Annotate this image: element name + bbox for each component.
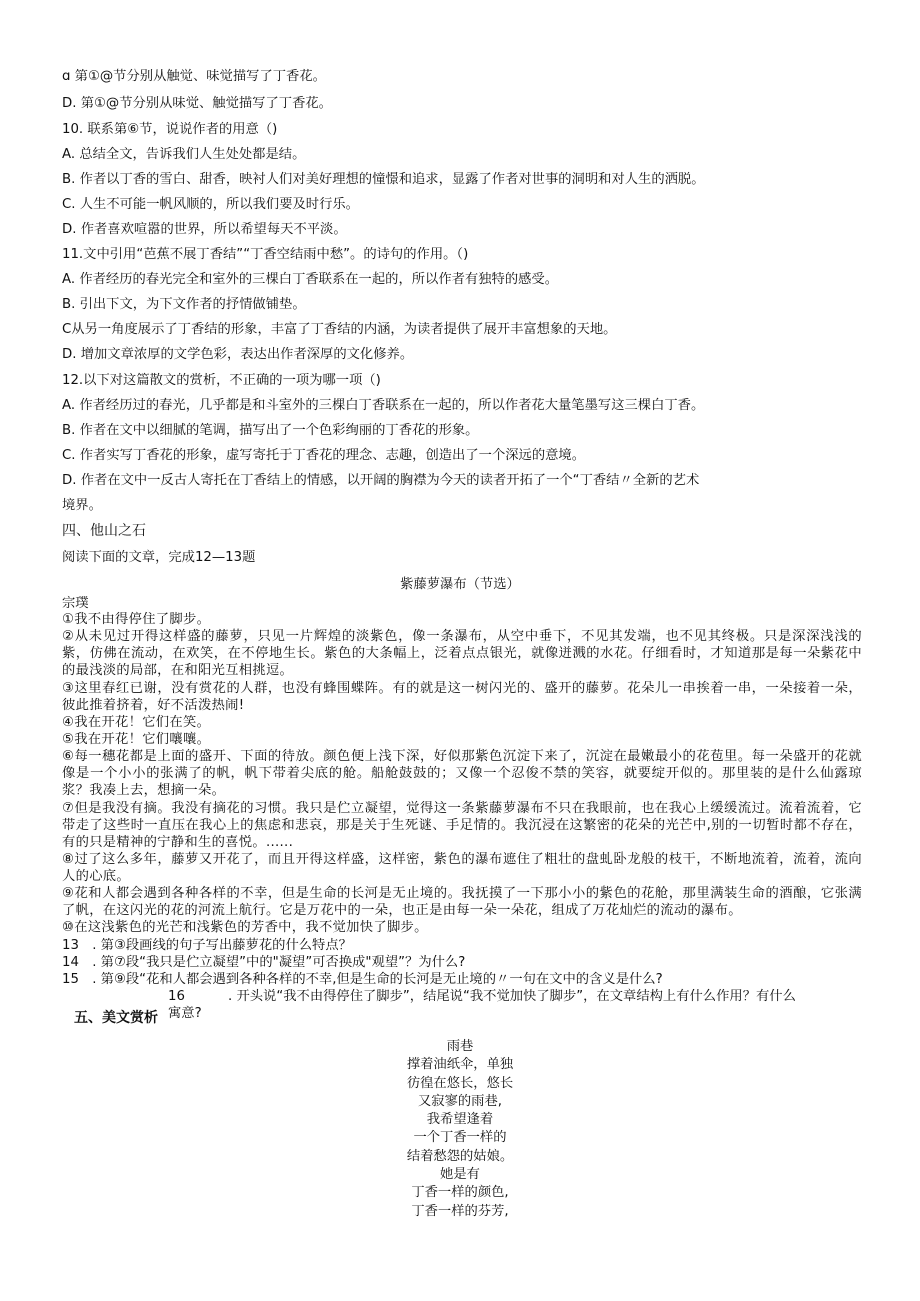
section4-heading: 四、他山之石: [62, 523, 146, 539]
question-14: 14 . 第⑦段“我只是伫立凝望”中的"凝望”可否换成"观望”？为什么?: [62, 955, 466, 970]
article-paragraph-8: ⑧过了这么多年，藤萝又开花了，而且开得这样盛，这样密，紫色的瀑布遮住了粗壮的盘虬卧龙般的枝干，不断地流着，流着，流向人的心底。: [62, 852, 862, 884]
question-15: 15 . 第⑨段“花和人都会遇到各种各样的不幸,但是生命的长河是无止境的〃一句在文中的含义是什么?: [62, 972, 663, 987]
poem-line: 丁香一样的芬芳,: [411, 1203, 509, 1219]
option-b-q12: B. 作者在文中以细腻的笔调，描写出了一个色彩绚丽的丁香花的形象。: [62, 423, 479, 438]
question-16-cont: 寓意?: [168, 1006, 202, 1021]
question-16: . 开头说“我不由得停住了脚步”，结尾说“我不觉加快了脚步”，在文章结构上有什么作用？有什么: [228, 989, 796, 1004]
option-d-q9: D. 第①@节分别从味觉、触觉描写了丁香花。: [62, 96, 332, 111]
article-paragraph-4: ④我在开花！它们在笑。: [62, 715, 211, 730]
option-c-q12: C. 作者实写丁香花的形象，虚写寄托于丁香花的理念、志趣，创造出了一个深远的意境。: [62, 448, 586, 463]
question-13: 13 . 第③段画线的句子写出藤萝花的什么特点？: [62, 938, 352, 953]
article-paragraph-3: ③这里春红已谢，没有赏花的人群，也没有蜂围蝶阵。有的就是这一树闪光的、盛开的藤萝。花朵儿一串挨着一串，一朵接着一朵，彼此推着挤着，好不活泼热闹!: [62, 681, 862, 713]
poem-line: 彷徨在悠长，悠长: [406, 1075, 514, 1091]
option-d-q12: D. 作者在文中一反古人寄托在丁香结上的情感，以开阔的胸襟为今天的读者开拓了一个“丁香结〃全新的艺术: [62, 473, 700, 488]
article-paragraph-7: ⑦但是我没有摘。我没有摘花的习惯。我只是伫立凝望，觉得这一条紫藤萝瀑布不只在我眼前，也在我心上缓缓流过。流着流着，它带走了这些时一直压在我心上的焦虑和悲哀，那是关于生死谜、手足情的。我沉浸在这繁密的花朵的光芒中,别的一切暂时都不存在，有的只是精神的宁静和生的喜悦。......: [62, 801, 862, 850]
article-paragraph-1: ①我不由得停住了脚步。: [62, 612, 211, 627]
article-paragraph-6: ⑥每一穗花都是上面的盛开、下面的待放。颜色便上浅下深，好似那紫色沉淀下来了，沉淀在最嫩最小的花苞里。每一朵盛开的花就像是一个小小的张满了的帆，帆下带着尖底的舱。船舱鼓鼓的；又像一个忍俊不禁的笑容，就要绽开似的。那里装的是什么仙露琼浆？我凑上去，想摘一朵。: [62, 749, 862, 798]
option-a-q10: A. 总结全文，告诉我们人生处处都是结。: [62, 147, 306, 162]
option-c-q10: C. 人生不可能一帆风顺的，所以我们要及时行乐。: [62, 197, 359, 212]
poem-title: 雨巷: [446, 1039, 474, 1054]
option-a-q12: A. 作者经历过的春光，几乎都是和斗室外的三棵白丁香联系在一起的，所以作者花大量笔墨写这三棵白丁香。: [62, 398, 705, 413]
article-paragraph-10: ⑩在这浅紫色的光芒和浅紫色的芳香中，我不觉加快了脚步。: [62, 920, 428, 935]
question-12: 12.以下对这篇散文的赏析，不正确的一项为哪一项（): [62, 373, 381, 388]
poem-line: 她是有: [440, 1167, 480, 1183]
option-c-q9: ɑ 第①@节分别从触觉、味觉描写了丁香花。: [62, 69, 326, 84]
poem-line: 结着愁怨的姑娘。: [406, 1148, 514, 1164]
option-d-q12-cont: 境界。: [62, 498, 102, 513]
poem-line: 我希望逢着: [426, 1112, 494, 1128]
option-b-q10: B. 作者以丁香的雪白、甜香，映衬人们对美好理想的憧憬和追求，显露了作者对世事的洞明和对人生的洒脱。: [62, 172, 705, 187]
option-b-q11: B. 引出下文，为下文作者的抒情做铺垫。: [62, 297, 306, 312]
poem: [320, 1038, 600, 1221]
poem-line: 丁香一样的颜色,: [411, 1185, 509, 1201]
question-16-number: 16: [168, 989, 185, 1004]
article-author: 宗璞: [62, 596, 89, 611]
article-title: 紫藤萝瀑布（节选）: [400, 577, 520, 592]
section4-instruction: 阅读下面的文章，完成12—13题: [62, 550, 256, 565]
option-c-q11: C从另一角度展示了丁香结的形象，丰富了丁香结的内涵，为读者提供了展开丰富想象的天地。: [62, 322, 617, 337]
option-d-q11: D. 增加文章浓厚的文学色彩，表达出作者深厚的文化修养。: [62, 347, 414, 362]
article-paragraph-9: ⑨花和人都会遇到各种各样的不幸，但是生命的长河是无止境的。我抚摸了一下那小小的紫色的花舱，那里满装生命的酒酿，它张满了帆，在这闪光的花的河流上航行。它是万花中的一朵，也正是由每一朵一朵花，组成了万花灿烂的流动的瀑布。: [62, 886, 862, 918]
question-11: 11.文中引用“芭蕉不展丁香结”“丁香空结雨中愁”。的诗句的作用。（): [62, 247, 469, 262]
article-paragraph-2: ②从未见过开得这样盛的藤萝，只见一片辉煌的淡紫色，像一条瀑布，从空中垂下，不见其发端，也不见其终极。只是深深浅浅的紫，仿佛在流动，在欢笑，在不停地生长。紫色的大条幅上，泛着点点银光，就像迸溅的水花。仔细看时，才知道那是每一朵紫花中的最浅淡的局部，在和阳光互相挑逗。: [62, 629, 862, 678]
poem-line: 撑着油纸伞，单独: [406, 1057, 514, 1073]
poem-line: 又寂寥的雨巷,: [417, 1093, 502, 1109]
option-a-q11: A. 作者经历的春光完全和室外的三棵白丁香联系在一起的，所以作者有独特的感受。: [62, 272, 559, 287]
poem-line: 一个丁香一样的: [413, 1130, 507, 1146]
article-paragraph-5: ⑤我在开花！它们嚷嚷。: [62, 732, 211, 747]
option-d-q10: D. 作者喜欢喧嚣的世界，所以希望每天不平淡。: [62, 222, 347, 237]
question-10: 10. 联系第⑥节，说说作者的用意（): [62, 122, 278, 137]
section5-heading: 五、美文赏析: [74, 1010, 158, 1026]
